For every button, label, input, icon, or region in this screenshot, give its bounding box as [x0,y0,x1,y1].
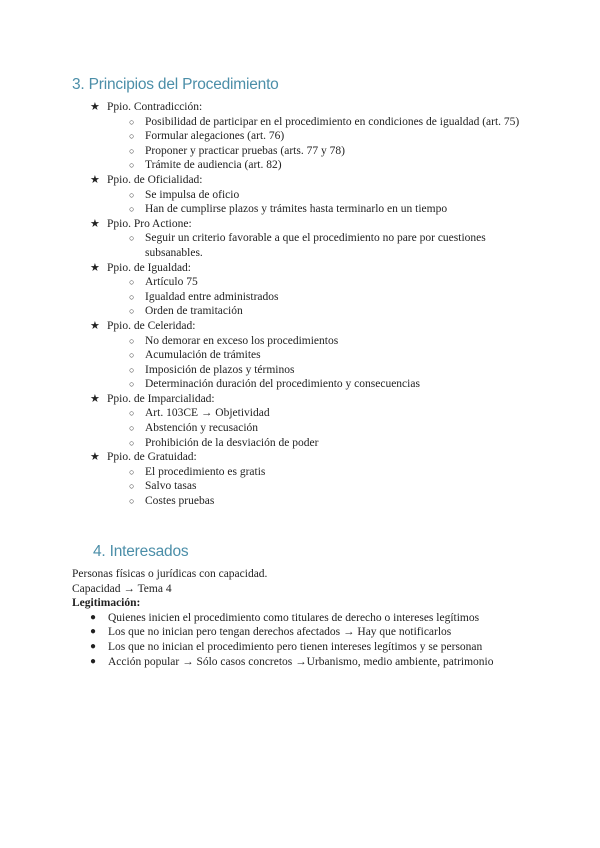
principle-subitem [107,188,530,203]
dot-bullet-icon: ● [90,611,97,623]
principle-subitem-text: Artículo 75 [145,276,198,289]
principle-subitem-text: Trámite de audiencia (art. 82) [145,159,282,172]
legitimacion-item [72,655,532,670]
circle-bullet-icon: ○ [129,437,135,448]
principle-label: Ppio. de Oficialidad: [107,173,203,186]
principle-subitem-text: Abstención y recusación [145,422,259,435]
principle-label: Ppio. de Celeridad: [107,319,196,332]
circle-bullet-icon: ○ [129,335,135,346]
legitimacion-item-text: Quienes inicien el procedimiento como titulares de derecho o intereses legítimos [108,611,480,624]
principle-subitem-text: Prohibición de la desviación de poder [145,436,319,449]
principle-sublist [107,465,530,509]
legitimacion-list [72,611,532,669]
principle-subitem [107,202,530,217]
circle-bullet-icon: ○ [129,116,135,127]
legitimacion-item-text: Los que no inician el procedimiento pero tienen intereses legítimos y se personan [108,640,483,653]
circle-bullet-icon: ○ [129,204,135,215]
principle-subitem [107,144,530,159]
circle-bullet-icon: ○ [129,466,135,477]
principle-sublist [107,275,530,319]
principle-label: Ppio. de Igualdad: [107,261,191,274]
star-bullet-icon: ★ [90,101,100,113]
circle-bullet-icon: ○ [129,189,135,200]
principle-subitem [107,436,530,451]
principle-item [90,100,530,173]
legitimacion-item-text: Acción popular → Sólo casos concretos →Urbanismo, medio ambiente, patrimonio [108,655,494,668]
principle-item [90,450,530,508]
principle-item [90,392,530,450]
principle-subitem [107,406,530,421]
principles-list [90,100,530,509]
circle-bullet-icon: ○ [129,496,135,507]
principle-subitem [107,231,530,260]
principle-item [90,217,530,261]
principle-subitem [107,421,530,436]
legitimacion-item [72,640,532,655]
principle-subitem [107,304,530,319]
interesados-definition: Personas físicas o jurídicas con capacidad. [72,568,268,580]
principle-subitem-text: Igualdad entre administrados [145,290,279,303]
circle-bullet-icon: ○ [129,481,135,492]
principle-subitem-text: Se impulsa de oficio [145,188,240,201]
legitimacion-item-text: Los que no inician pero tengan derechos afectados → Hay que notificarlos [108,626,452,639]
principle-subitem [107,377,530,392]
circle-bullet-icon: ○ [129,277,135,288]
principle-subitem [107,494,530,509]
principle-subitem-text: Proponer y practicar pruebas (arts. 77 y 78) [145,144,345,157]
principle-subitem [107,129,530,144]
circle-bullet-icon: ○ [129,379,135,390]
circle-bullet-icon: ○ [129,408,135,419]
principle-subitem [107,275,530,290]
principle-item [90,173,530,217]
legitimacion-label: Legitimación: [72,597,141,610]
principle-label: Ppio. de Imparcialidad: [107,392,215,405]
principle-subitem-text: El procedimiento es gratis [145,465,266,478]
principle-subitem [107,115,530,130]
star-bullet-icon: ★ [90,217,100,230]
dot-bullet-icon: ● [90,655,97,667]
principle-item [90,261,530,319]
star-bullet-icon: ★ [90,173,100,186]
circle-bullet-icon: ○ [129,423,135,434]
principle-sublist [107,406,530,450]
circle-bullet-icon: ○ [129,233,135,244]
dot-bullet-icon: ● [90,626,97,638]
legitimacion-item [72,625,532,640]
circle-bullet-icon: ○ [129,291,135,302]
circle-bullet-icon: ○ [129,306,135,317]
principle-subitem [107,363,530,378]
principle-label: Ppio. Pro Actione: [107,217,192,230]
principle-subitem [107,158,530,173]
principle-subitem-text: Acumulación de trámites [145,349,261,362]
interesados-block [72,567,532,669]
principle-sublist [107,231,530,260]
circle-bullet-icon: ○ [129,350,135,361]
principle-item [90,319,530,392]
dot-bullet-icon: ● [90,640,97,652]
principle-subitem [107,334,530,349]
principle-subitem-text: Formular alegaciones (art. 76) [145,130,285,143]
principle-sublist [107,115,530,173]
star-bullet-icon: ★ [90,451,100,464]
principle-subitem-text: Determinación duración del procedimiento y consecuencias [145,378,420,391]
principle-subitem-text: Posibilidad de participar en el procedimiento en condiciones de igualdad (art. 75) [145,115,520,128]
circle-bullet-icon: ○ [129,364,135,375]
principle-sublist [107,188,530,217]
principle-subitem [107,348,530,363]
star-bullet-icon: ★ [90,261,100,274]
principle-subitem-text: Han de cumplirse plazos y trámites hasta terminarlo en un tiempo [145,203,448,216]
principle-label: Ppio. Contradicción: [107,101,203,113]
star-bullet-icon: ★ [90,392,100,405]
circle-bullet-icon: ○ [129,160,135,171]
star-bullet-icon: ★ [90,319,100,332]
capacidad-reference: Capacidad → Tema 4 [72,582,172,595]
section-4-heading: 4. Interesados [93,543,189,560]
section-3-heading: 3. Principios del Procedimiento [72,76,279,93]
principle-subitem [107,290,530,305]
principle-subitem [107,479,530,494]
principle-subitem-text: Costes pruebas [145,495,215,508]
principle-subitem-text: Salvo tasas [145,480,197,493]
principle-subitem-text: Seguir un criterio favorable a que el procedimiento no pare por cuestiones subsanables. [145,232,486,259]
principle-label: Ppio. de Gratuidad: [107,451,197,464]
legitimacion-item [72,611,532,626]
circle-bullet-icon: ○ [129,131,135,142]
principle-subitem-text: Orden de tramitación [145,305,243,318]
circle-bullet-icon: ○ [129,145,135,156]
principle-subitem-text: No demorar en exceso los procedimientos [145,334,339,347]
principle-subitem-text: Art. 103CE → Objetividad [145,407,270,420]
principle-sublist [107,334,530,392]
principle-subitem [107,465,530,480]
principle-subitem-text: Imposición de plazos y términos [145,363,295,376]
